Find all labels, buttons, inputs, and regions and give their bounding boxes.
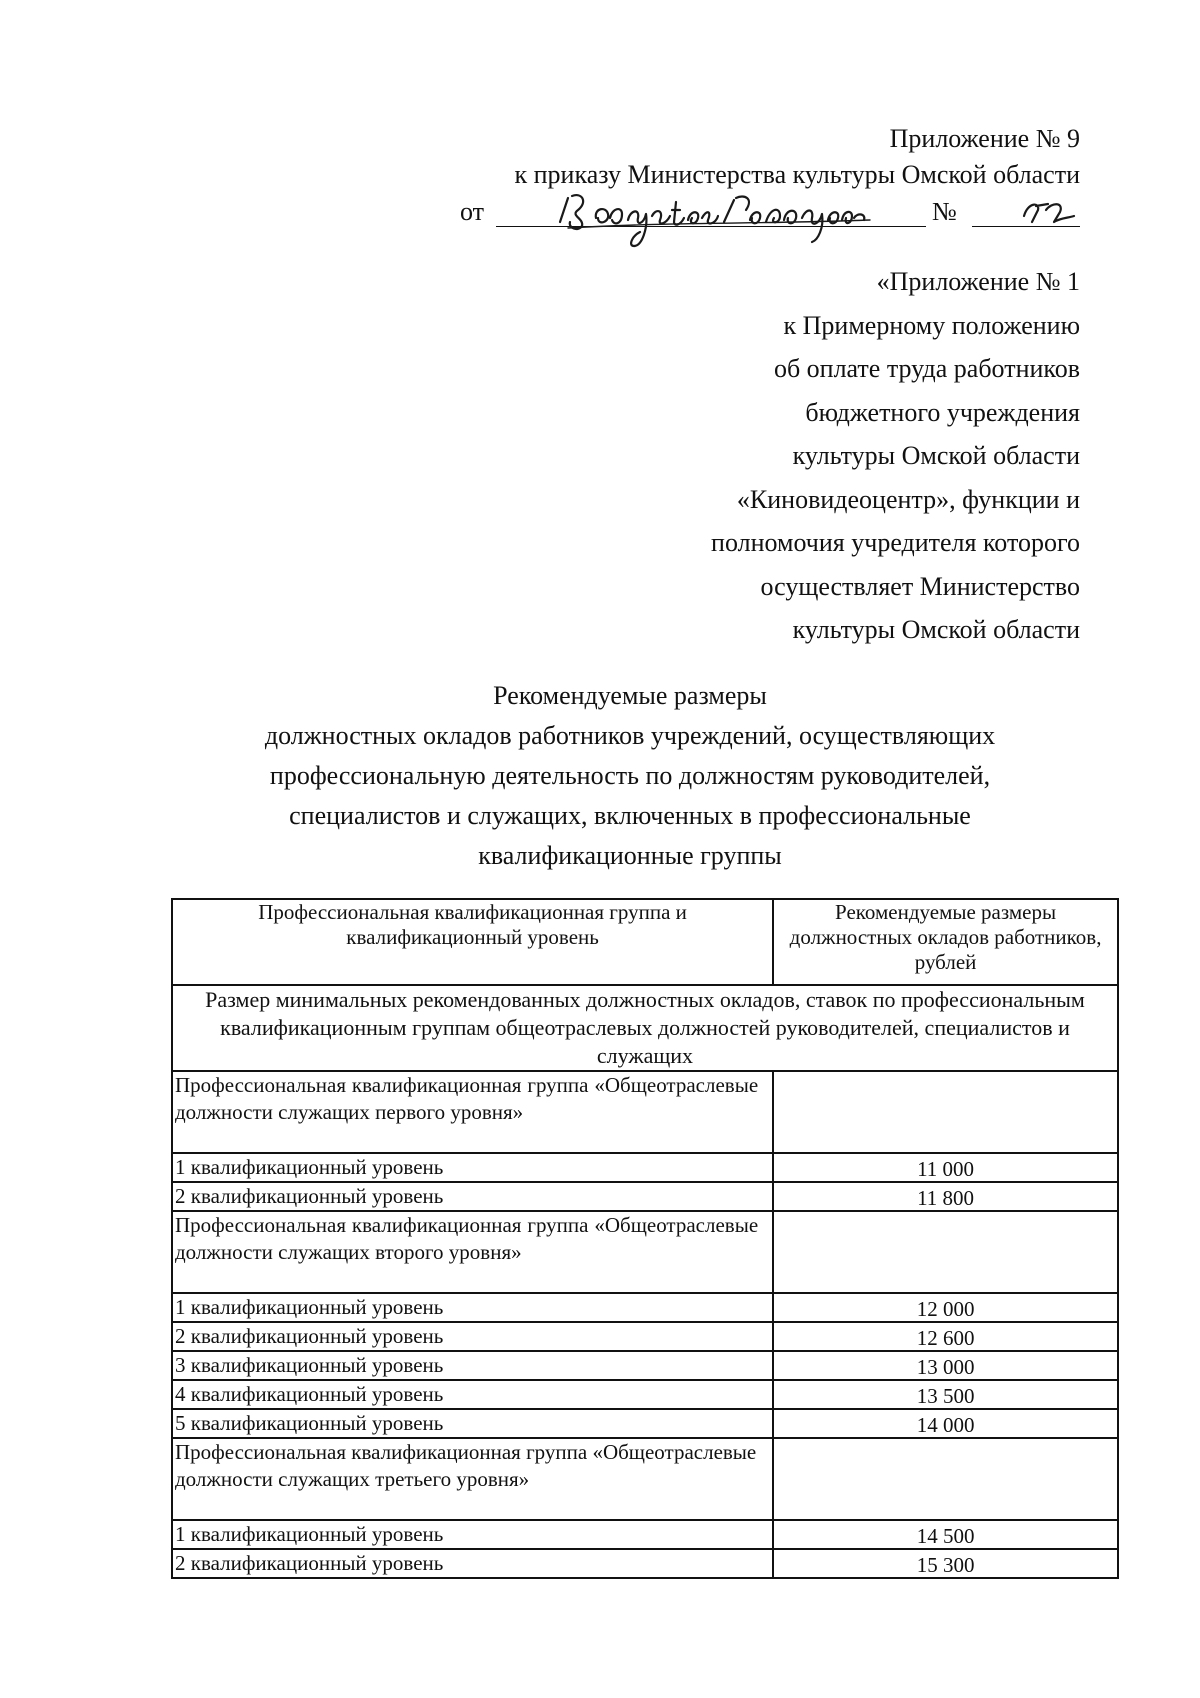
appendix-line: об оплате труда работников (773, 354, 1080, 383)
title-line: профессиональную деятельность по должностям руководителей, (269, 761, 991, 790)
table-row (172, 1549, 1118, 1578)
level-label: 3 квалификационный уровень (172, 1351, 773, 1380)
group-value-empty (773, 1438, 1118, 1520)
table-row (172, 1153, 1118, 1182)
title-line: квалификационные группы (478, 841, 782, 870)
table-row (172, 1351, 1118, 1380)
level-salary: 11 000 (773, 1153, 1118, 1182)
section-row (172, 985, 1118, 1071)
appendix-reference-block (711, 260, 1080, 652)
level-salary: 13 000 (773, 1351, 1118, 1380)
table-row (172, 1182, 1118, 1211)
title-line: Рекомендуемые размеры (493, 681, 767, 710)
level-salary: 11 800 (773, 1182, 1118, 1211)
group-row (172, 1438, 1118, 1520)
level-salary: 14 000 (773, 1409, 1118, 1438)
level-salary: 12 600 (773, 1322, 1118, 1351)
level-label: 5 квалификационный уровень (172, 1409, 773, 1438)
order-reference: к приказу Министерства культуры Омской области (514, 160, 1080, 189)
level-label: 1 квалификационный уровень (172, 1520, 773, 1549)
group-row (172, 1071, 1118, 1153)
level-salary: 15 300 (773, 1549, 1118, 1578)
appendix-line: бюджетного учреждения (805, 397, 1080, 427)
appendix-line: культуры Омской области (792, 441, 1080, 470)
from-label: от (460, 197, 485, 226)
appendix-line: осуществляет Министерство (760, 571, 1080, 601)
header-group-level: Профессиональная квалификационная группа и квалификационный уровень (172, 899, 773, 985)
level-label: 1 квалификационный уровень (172, 1293, 773, 1322)
appendix-line: «Киновидеоцентр», функции и (736, 484, 1080, 514)
table-header-row (172, 899, 1118, 985)
table-row (172, 1520, 1118, 1549)
appendix-line: полномочия учредителя которого (711, 528, 1080, 557)
level-salary: 13 500 (773, 1380, 1118, 1409)
section-title: Размер минимальных рекомендованных должностных окладов, ставок по профессиональным квалификационным группам общеотраслевых должностей руководителей, специалистов и служащих (172, 985, 1118, 1071)
group-row (172, 1211, 1118, 1293)
number-label: № (932, 197, 957, 226)
group-value-empty (773, 1211, 1118, 1293)
table-row (172, 1380, 1118, 1409)
level-label: 2 квалификационный уровень (172, 1322, 773, 1351)
appendix-line: «Приложение № 1 (876, 267, 1080, 296)
level-label: 2 квалификационный уровень (172, 1182, 773, 1211)
group-name: Профессиональная квалификационная группа «Общеотраслевые должности служащих второго уровня» (172, 1211, 773, 1293)
handwritten-date-and-number (548, 188, 1108, 252)
header-salary: Рекомендуемые размеры должностных окладов работников, рублей (773, 899, 1118, 985)
title-line: должностных окладов работников учреждений, осуществляющих (264, 721, 996, 750)
group-value-empty (773, 1071, 1118, 1153)
appendix-line: к Примерному положению (783, 310, 1080, 340)
document-title (170, 676, 1090, 876)
table-row (172, 1322, 1118, 1351)
salary-table (171, 898, 1119, 1579)
level-label: 4 квалификационный уровень (172, 1380, 773, 1409)
appendix-number: Приложение № 9 (889, 124, 1080, 153)
level-salary: 14 500 (773, 1520, 1118, 1549)
appendix-line: культуры Омской области (792, 615, 1080, 644)
table-row (172, 1409, 1118, 1438)
title-line: специалистов и служащих, включенных в профессиональные (289, 801, 971, 830)
table-row (172, 1293, 1118, 1322)
level-label: 2 квалификационный уровень (172, 1549, 773, 1578)
group-name: Профессиональная квалификационная группа «Общеотраслевые должности служащих третьего уровня» (172, 1438, 773, 1520)
level-label: 1 квалификационный уровень (172, 1153, 773, 1182)
level-salary: 12 000 (773, 1293, 1118, 1322)
group-name: Профессиональная квалификационная группа «Общеотраслевые должности служащих первого уровня» (172, 1071, 773, 1153)
